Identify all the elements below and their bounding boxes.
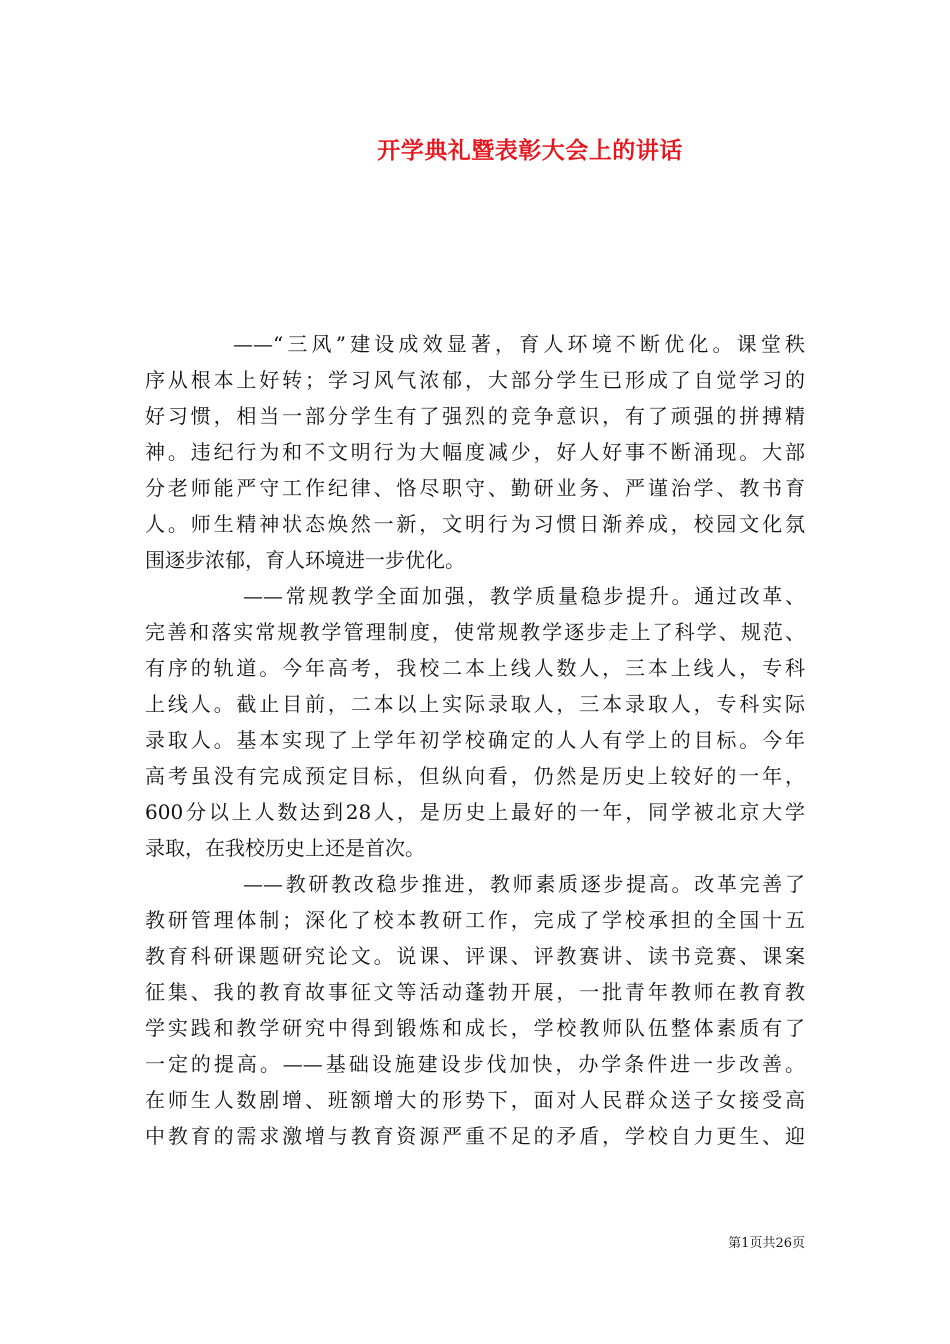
body-line: 分老师能严守工作纪律、恪尽职守、勤研业务、严谨治学、教书育 <box>145 476 805 500</box>
body-line: ——教研教改稳步推进，教师素质逐步提高。改革完善了 <box>243 872 805 896</box>
body-line: 有序的轨道。今年高考，我校二本上线人数人，三本上线人，专科 <box>145 656 805 680</box>
body-line: 围逐步浓郁，育人环境进一步优化。 <box>145 548 465 572</box>
body-line: 教研管理体制；深化了校本教研工作，完成了学校承担的全国十五 <box>145 908 805 932</box>
body-line: 序从根本上好转；学习风气浓郁，大部分学生已形成了自觉学习的 <box>145 368 805 392</box>
body-line: 完善和落实常规教学管理制度，使常规教学逐步走上了科学、规范、 <box>145 620 805 644</box>
body-line: 好习惯，相当一部分学生有了强烈的竞争意识，有了顽强的拼搏精 <box>145 404 805 428</box>
body-line: 神。违纪行为和不文明行为大幅度减少，好人好事不断涌现。大部 <box>145 440 805 464</box>
body-line: ——“三风”建设成效显著，育人环境不断优化。课堂秩 <box>233 332 805 356</box>
document-body <box>145 326 805 1154</box>
body-line: 学实践和教学研究中得到锻炼和成长，学校教师队伍整体素质有了 <box>145 1016 805 1040</box>
body-line: 中教育的需求激增与教育资源严重不足的矛盾，学校自力更生、迎 <box>145 1124 805 1148</box>
body-line: 600分以上人数达到28人，是历史上最好的一年，同学被北京大学 <box>145 800 805 824</box>
body-line: 录取人。基本实现了上学年初学校确定的人人有学上的目标。今年 <box>145 728 805 752</box>
body-line: 人。师生精神状态焕然一新，文明行为习惯日渐养成，校园文化氛 <box>145 512 805 536</box>
page-number-footer: 第1页共26页 <box>728 1236 805 1251</box>
body-line: ——常规教学全面加强，教学质量稳步提升。通过改革、 <box>243 584 805 608</box>
body-line: 一定的提高。——基础设施建设步伐加快，办学条件进一步改善。 <box>145 1052 805 1076</box>
document-title: 开学典礼暨表彰大会上的讲话 <box>377 137 683 164</box>
body-line: 教育科研课题研究论文。说课、评课、评教赛讲、读书竞赛、课案 <box>145 944 805 968</box>
body-line: 上线人。截止目前，二本以上实际录取人，三本录取人，专科实际 <box>145 692 805 716</box>
body-line: 录取，在我校历史上还是首次。 <box>145 836 425 860</box>
body-line: 征集、我的教育故事征文等活动蓬勃开展，一批青年教师在教育教 <box>145 980 805 1004</box>
body-line: 高考虽没有完成预定目标，但纵向看，仍然是历史上较好的一年， <box>145 764 805 788</box>
body-line: 在师生人数剧增、班额增大的形势下，面对人民群众送子女接受高 <box>145 1088 805 1112</box>
